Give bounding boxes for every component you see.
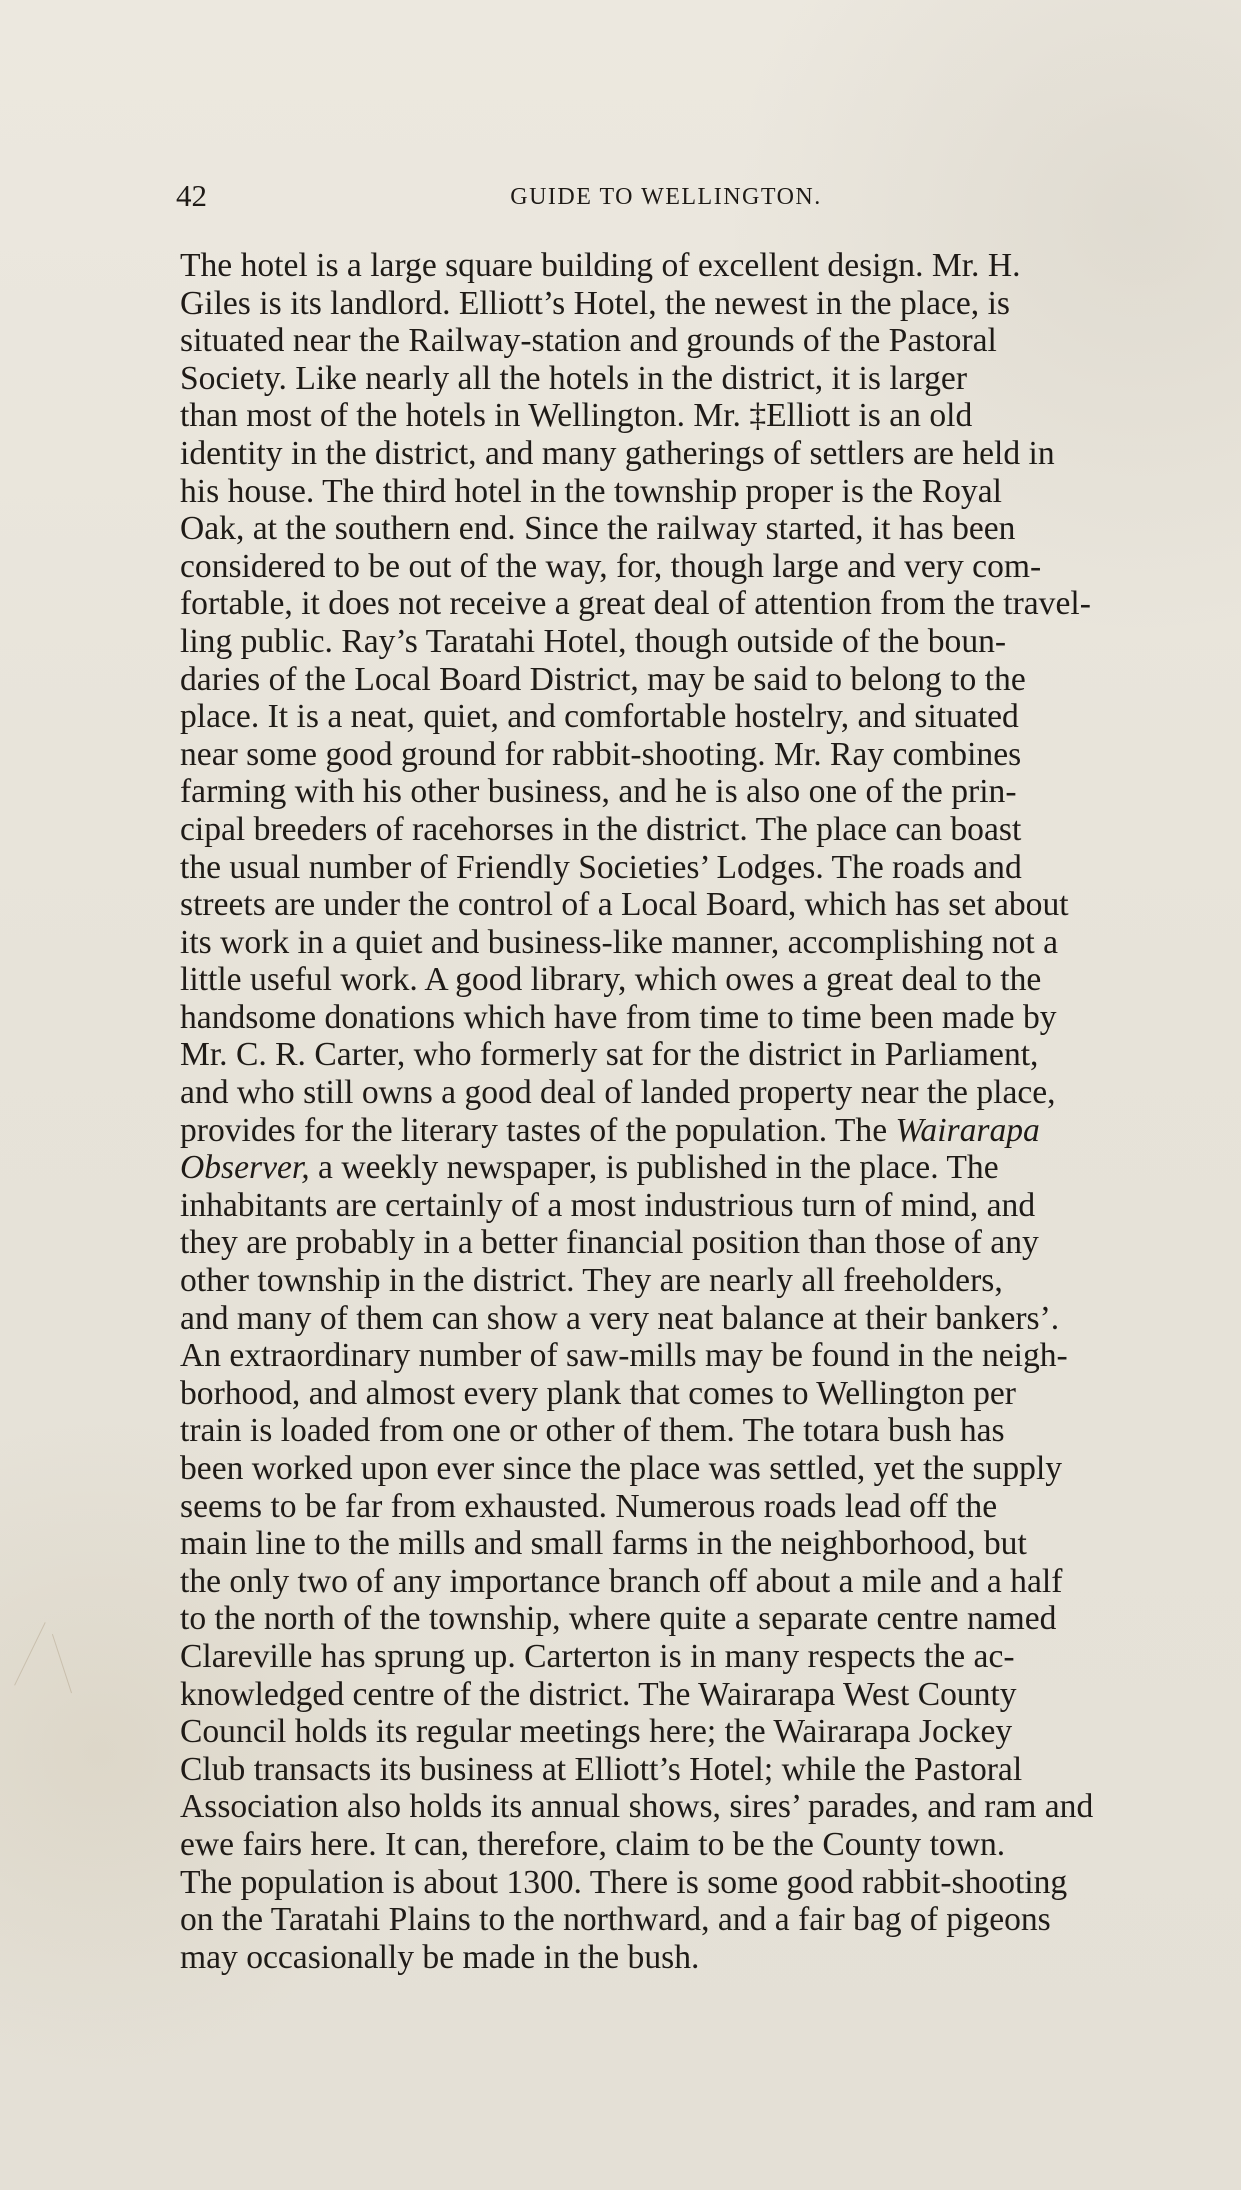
text-line: his house. The third hotel in the township proper is the Royal	[180, 472, 1002, 510]
text-line: borhood, and almost every plank that comes to Wellington per	[180, 1374, 1016, 1412]
text-line: ling public. Ray’s Taratahi Hotel, though outside of the boun-	[180, 622, 1007, 660]
text-line: inhabitants are certainly of a most industrious turn of mind, and	[180, 1186, 1036, 1224]
newspaper-title: Observer,	[180, 1149, 310, 1187]
text-line: little useful work. A good library, which owes a great deal to the	[180, 961, 1042, 999]
text-line: situated near the Railway-station and grounds of the Pastoral	[180, 322, 997, 360]
text-line: cipal breeders of racehorses in the district. The place can boast	[180, 810, 1022, 848]
text-line: been worked upon ever since the place was settled, yet the supply	[180, 1450, 1063, 1487]
text-line: the usual number of Friendly Societies’ Lodges. The roads and	[180, 848, 1022, 886]
newspaper-title: Wairarapa	[895, 1111, 1040, 1149]
text-segment: provides for the literary tastes of the population. The	[180, 1111, 896, 1149]
text-line: near some good ground for rabbit-shooting. Mr. Ray combines	[180, 735, 1022, 773]
text-line: Association also holds its annual shows, sires’ parades, and ram and	[180, 1788, 1094, 1826]
text-line: Mr. C. R. Carter, who formerly sat for the district in Parliament,	[180, 1036, 1039, 1074]
body-text	[180, 247, 1210, 1976]
text-line: An extraordinary number of saw-mills may be found in the neigh-	[180, 1337, 1068, 1375]
text-line: than most of the hotels in Wellington. Mr. ‡Elliott is an old	[180, 397, 973, 435]
page-number: 42	[176, 178, 207, 213]
text-line: they are probably in a better financial position than those of any	[180, 1224, 1039, 1262]
text-line: identity in the district, and many gatherings of settlers are held in	[180, 434, 1055, 472]
text-line: its work in a quiet and business-like manner, accomplishing not a	[180, 923, 1059, 961]
text-line	[180, 1149, 1210, 1187]
text-line: ewe fairs here. It can, therefore, claim to be the County town.	[180, 1825, 1006, 1863]
text-line: Giles is its landlord. Elliott’s Hotel, the newest in the place, is	[180, 284, 1010, 322]
text-line: considered to be out of the way, for, though large and very com-	[180, 547, 1042, 585]
text-line: knowledged centre of the district. The Wairarapa West County	[180, 1675, 1017, 1713]
text-line: fortable, it does not receive a great deal of attention from the travel-	[180, 585, 1091, 623]
text-line: the only two of any importance branch off about a mile and a half	[180, 1562, 1063, 1600]
text-line: train is loaded from one or other of them. The totara bush has	[180, 1412, 1005, 1450]
text-line	[180, 1112, 1210, 1150]
text-line: and many of them can show a very neat balance at their bankers’.	[180, 1299, 1060, 1337]
text-line: to the north of the township, where quite a separate centre named	[180, 1600, 1057, 1638]
text-line: The population is about 1300. There is some good rabbit-shooting	[180, 1863, 1068, 1901]
text-line: streets are under the control of a Local Board, which has set about	[180, 886, 1069, 924]
text-segment: a weekly newspaper, is published in the place. The	[309, 1149, 999, 1187]
text-line: daries of the Local Board District, may be said to belong to the	[180, 660, 1026, 698]
text-line: farming with his other business, and he is also one of the prin-	[180, 773, 1017, 811]
text-line: seems to be far from exhausted. Numerous roads lead off the	[180, 1487, 998, 1525]
text-line: Council holds its regular meetings here; the Wairarapa Jockey	[180, 1713, 1013, 1751]
text-line: Society. Like nearly all the hotels in the district, it is larger	[180, 359, 968, 397]
text-line: The hotel is a large square building of excellent design. Mr. H.	[180, 247, 1021, 284]
text-line: main line to the mills and small farms in the neighborhood, but	[180, 1525, 1027, 1563]
text-line: Club transacts its business at Elliott’s Hotel; while the Pastoral	[180, 1750, 1023, 1788]
running-head	[176, 176, 1156, 216]
text-line: may occasionally be made in the bush.	[180, 1938, 700, 1976]
text-line: other township in the district. They are nearly all freeholders,	[180, 1262, 1003, 1300]
text-line: and who still owns a good deal of landed property near the place,	[180, 1074, 1056, 1112]
text-line: Clareville has sprung up. Carterton is in many respects the ac-	[180, 1637, 1015, 1675]
text-line: on the Taratahi Plains to the northward, and a fair bag of pigeons	[180, 1901, 1051, 1939]
text-line: Oak, at the southern end. Since the railway started, it has been	[180, 510, 1016, 548]
text-line: place. It is a neat, quiet, and comfortable hostelry, and situated	[180, 698, 1019, 736]
text-line: handsome donations which have from time to time been made by	[180, 998, 1057, 1036]
running-title: GUIDE TO WELLINGTON.	[510, 184, 822, 210]
